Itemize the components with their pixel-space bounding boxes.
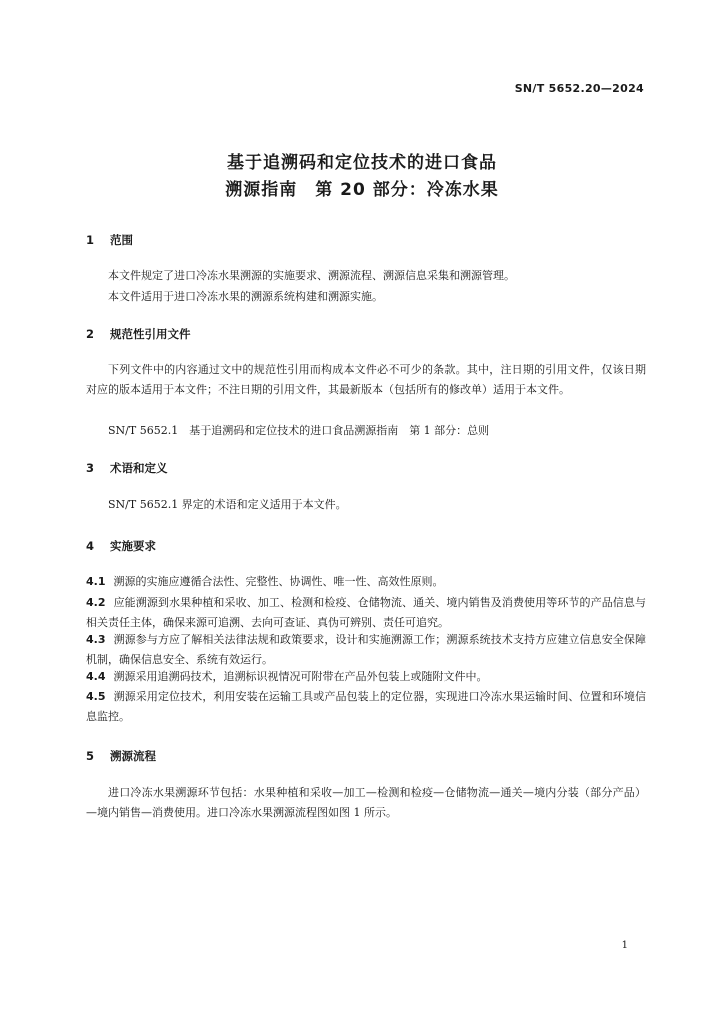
paragraph-process: 进口冷冻水果溯源环节包括：水果种植和采收—加工—检测和检疫—仓储物流—通关—境内分装（部分产品）—境内销售—消费使用。进口冷冻水果溯源流程图如图 1 所示。 <box>86 786 646 819</box>
section-heading-terms: 3 术语和定义 <box>86 461 168 475</box>
standard-code: SN/T 5652.20—2024 <box>514 82 644 95</box>
document-title-line1: 基于追溯码和定位技术的进口食品 <box>227 153 497 173</box>
section-heading-implementation: 4 实施要求 <box>86 539 157 553</box>
section-heading-scope: 1 范围 <box>86 233 134 247</box>
paragraph-references-intro: 下列文件中的内容通过文中的规范性引用而构成本文件必不可少的条款。其中，注日期的引用文件，仅该日期对应的版本适用于本文件；不注日期的引用文件，其最新版本（包括所有的修改单）适用于本文件。 <box>86 363 646 396</box>
clause-4-5: 4.5 溯源采用定位技术，利用安装在运输工具或产品包装上的定位器，实现进口冷冻水果运输时间、位置和环境信息监控。 <box>86 690 646 723</box>
document-title-line2: 溯源指南 第 20 部分：冷冻水果 <box>225 180 499 200</box>
section-heading-traceability-process: 5 溯源流程 <box>86 749 157 763</box>
clause-4-1: 4.1 溯源的实施应遵循合法性、完整性、协调性、唯一性、高效性原则。 <box>86 575 444 588</box>
page-number: 1 <box>621 940 628 951</box>
paragraph-terms: SN/T 5652.1 界定的术语和定义适用于本文件。 <box>108 498 347 511</box>
reference-item: SN/T 5652.1 基于追溯码和定位技术的进口食品溯源指南 第 1 部分：总则 <box>108 424 490 437</box>
paragraph-scope-1: 本文件规定了进口冷冻水果溯源的实施要求、溯源流程、溯源信息采集和溯源管理。 <box>108 269 515 282</box>
clause-4-4: 4.4 溯源采用追溯码技术，追溯标识视情况可附带在产品外包装上或随附文件中。 <box>86 670 488 683</box>
clause-4-3: 4.3 溯源参与方应了解相关法律法规和政策要求，设计和实施溯源工作；溯源系统技术支持方应建立信息安全保障机制，确保信息安全、系统有效运行。 <box>86 633 646 666</box>
section-heading-normative-references: 2 规范性引用文件 <box>86 327 191 341</box>
clause-4-2: 4.2 应能溯源到水果种植和采收、加工、检测和检疫、仓储物流、通关、境内销售及消费使用等环节的产品信息与相关责任主体，确保来源可追溯、去向可查证、真伪可辨别、责任可追究。 <box>86 596 646 629</box>
paragraph-scope-2: 本文件适用于进口冷冻水果的溯源系统构建和溯源实施。 <box>108 290 383 303</box>
